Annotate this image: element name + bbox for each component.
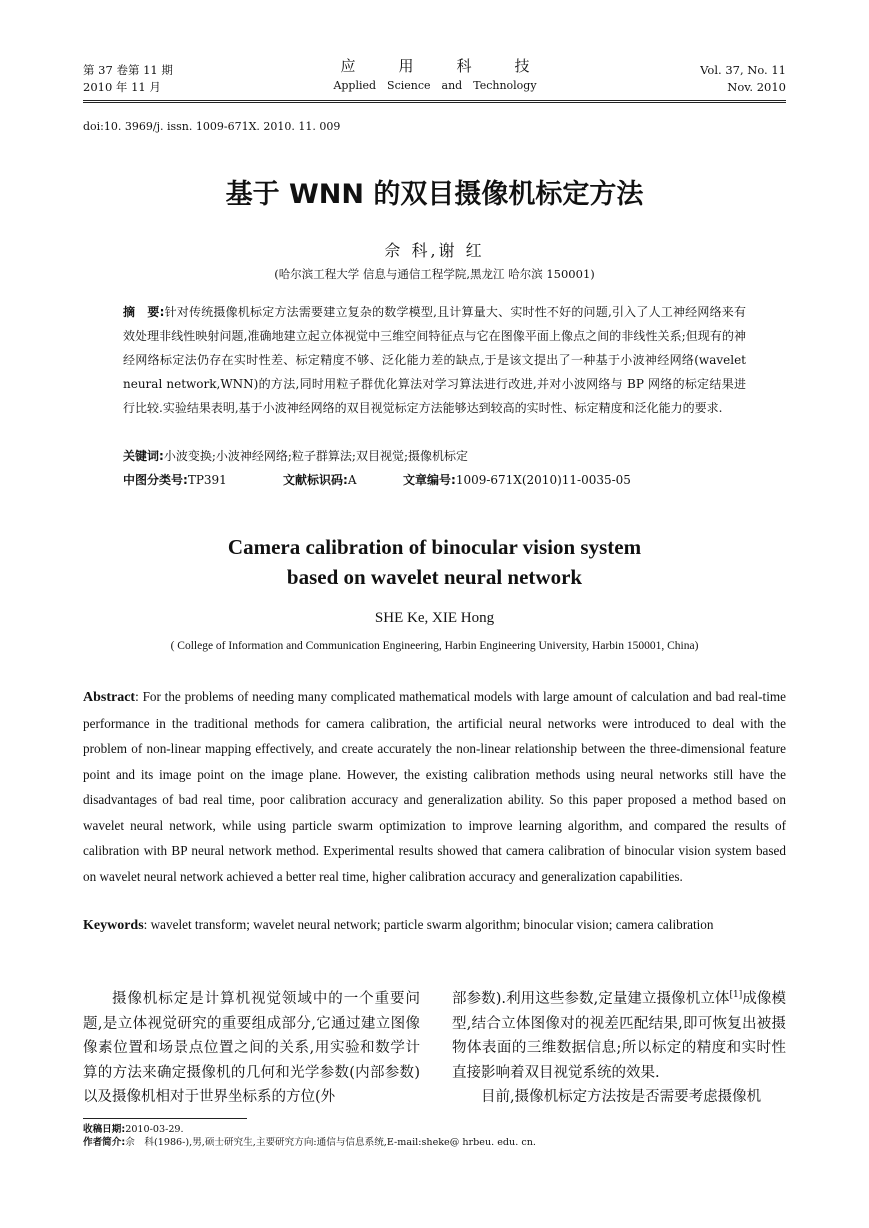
running-header-left: [83, 62, 173, 96]
title-en-line1: Camera calibration of binocular vision system: [227, 535, 642, 559]
keywords-zh-label: 关键词:: [123, 449, 164, 463]
affiliation-en: ( College of Information and Communication Engineering, Harbin Engineering University, Harbin 150001, China): [170, 640, 699, 652]
keywords-en: [83, 912, 786, 939]
abstract-en: [83, 684, 786, 889]
footnote-received: 收稿日期:2010-03-29.: [83, 1124, 184, 1135]
body-right-column: [452, 987, 786, 1110]
abstract-zh-text: 针对传统摄像机标定方法需要建立复杂的数学模型,且计算量大、实时性不好的问题,引入了人工神经网络来有效处理非线性映射问题,准确地建立起立体视觉中三维空间特征点与它在图像平面上像点之间的非线性关系;但现有的神经网络标定法仍存在实时性差、标定精度不够、泛化能力差的缺点,于是该文提出了一种基于小波神经网络(wavelet neural network,WNN)的方法,同时用粒子群优化算法对学习算法进行改进,并对小波网络与 BP 网络的标定结果进行比较.实验结果表明,基于小波神经网络的双目视觉标定方法能够达到较高的实时性、标定精度和泛化能力的要求.: [123, 305, 746, 415]
body-paragraph: 目前,摄像机标定方法按是否需要考虑摄像机: [481, 1089, 762, 1105]
clc-number: 中图分类号:TP391: [123, 473, 227, 487]
keywords-en-label: Keywords: [83, 918, 144, 933]
footnote-rule: [83, 1118, 247, 1119]
volume-issue: 第 37 卷第 11 期: [83, 63, 173, 77]
issue-date-zh: 2010 年 11 月: [83, 80, 161, 94]
keywords-zh-text: 小波变换;小波神经网络;粒子群算法;双目视觉;摄像机标定: [163, 449, 468, 463]
body-left-column: 摄像机标定是计算机视觉领域中的一个重要问题,是立体视觉研究的重要组成部分,它通过建立图像像素位置和场景点位置之间的关系,用实验和数学计算的方法来确定摄像机的几何和光学参数(内部参数)以及摄像机相对于世界坐标系的方位(外: [83, 991, 420, 1105]
title-zh: 基于 WNN 的双目摄像机标定方法: [225, 179, 644, 210]
authors-en: SHE Ke, XIE Hong: [374, 610, 495, 626]
abstract-en-label: Abstract: [83, 690, 136, 705]
keywords-zh: [123, 444, 746, 468]
journal-name: [300, 58, 570, 94]
document-code: 文献标识码:A: [283, 473, 357, 487]
footnote-author: 作者简介:佘 科(1986-),男,硕士研究生,主要研究方向:通信与信息系统,E-mail:sheke@ hrbeu. edu. cn.: [83, 1137, 536, 1148]
doi: doi:10. 3969/j. issn. 1009-671X. 2010. 11. 009: [83, 120, 341, 133]
abstract-en-text: : For the problems of needing many complicated mathematical models with large amount of calculation and bad real-time performance in the traditional methods for camera calibration, the artificial neural networks were introduced to deal with the problem of non-linear mapping effectively, and create accurately the non-linear relationship between the three-dimensional feature point and its image point on the image plane. However, the existing calibration methods using neural networks still have the disadvantages of bad real time, poor calibration accuracy and generalization ability. So this paper proposed a method based on wavelet neural network, while using particle swarm optimization to improve learning algorithm, and compared the results of calibration with BP neural network method. Experimental results showed that camera calibration of binocular vision system based on wavelet neural network achieved a better real time, higher calibration accuracy and generalization capabilities.: [83, 689, 786, 884]
authors-zh: 佘 科,谢 红: [384, 241, 485, 260]
body-paragraph: 部参数).利用这些参数,定量建立摄像机立体[1]成像模型,结合立体图像对的视差匹配结果,即可恢复出被摄物体表面的三维数据信息;所以标定的精度和实时性直接影响着双目视觉系统的效果.: [452, 990, 787, 1081]
issue-date-en: Nov. 2010: [727, 80, 786, 94]
abstract-zh: [123, 300, 746, 420]
running-header-right: [700, 62, 786, 96]
citation-ref[interactable]: [1]: [729, 990, 743, 1001]
title-en: [0, 532, 869, 592]
journal-name-en: Applied Science and Technology: [333, 79, 537, 92]
journal-name-zh: 应 用 科 技: [340, 57, 530, 75]
abstract-zh-label: 摘 要:: [123, 305, 165, 319]
title-en-line2: based on wavelet neural network: [286, 565, 583, 589]
volume-issue-en: Vol. 37, No. 11: [700, 63, 786, 77]
keywords-en-text: : wavelet transform; wavelet neural network; particle swarm algorithm; binocular vision; camera calibration: [143, 917, 714, 932]
header-rule-double: [83, 102, 786, 103]
article-number: 文章编号:1009-671X(2010)11-0035-05: [403, 473, 631, 487]
affiliation-zh: (哈尔滨工程大学 信息与通信工程学院,黑龙江 哈尔滨 150001): [274, 267, 595, 281]
header-rule: [83, 100, 786, 101]
